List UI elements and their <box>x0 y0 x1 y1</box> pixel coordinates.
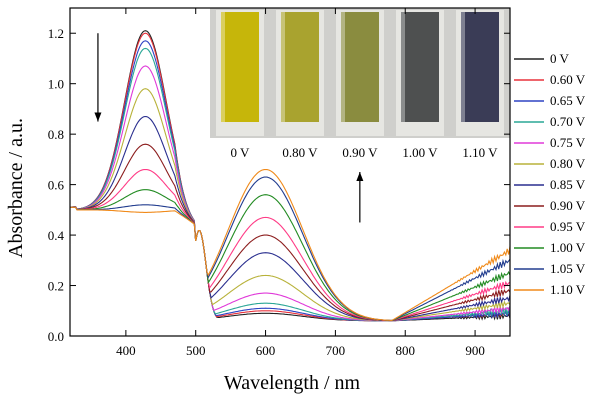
vial-glare <box>341 12 345 122</box>
legend-item <box>514 198 586 213</box>
legend-item <box>514 114 586 129</box>
x-tick-label: 600 <box>255 343 276 358</box>
vial-label: 1.10 V <box>462 145 498 160</box>
legend-label: 0.60 V <box>550 72 586 87</box>
vial-label: 0.80 V <box>282 145 318 160</box>
series-line <box>70 190 510 321</box>
vial-label: 1.00 V <box>402 145 438 160</box>
arrow-head <box>356 172 363 181</box>
x-tick-label: 400 <box>116 343 136 358</box>
legend-label: 0.70 V <box>550 114 586 129</box>
vial-liquid <box>401 12 439 122</box>
legend-item <box>514 93 586 108</box>
legend-item <box>514 72 586 87</box>
vial-label: 0.90 V <box>342 145 378 160</box>
legend-label: 1.00 V <box>550 240 586 255</box>
y-tick-label: 0.6 <box>47 177 64 193</box>
legend-label: 0 V <box>550 51 569 66</box>
y-tick-label: 0.8 <box>47 127 64 143</box>
legend-item <box>514 240 586 255</box>
legend-label: 0.95 V <box>550 219 586 234</box>
vial-glare <box>461 12 465 122</box>
y-axis-title: Absorbance / a.u. <box>5 118 27 258</box>
inset-photo <box>210 8 510 160</box>
x-tick-label: 900 <box>465 343 485 358</box>
vial-label: 0 V <box>230 145 250 160</box>
legend-label: 1.05 V <box>550 261 586 276</box>
legend-item <box>514 135 586 150</box>
legend-label: 0.65 V <box>550 93 586 108</box>
legend-label: 0.75 V <box>550 135 586 150</box>
legend <box>514 51 586 297</box>
arrow-head <box>94 113 101 122</box>
vial-liquid <box>461 12 499 122</box>
legend-item <box>514 219 586 234</box>
vial-liquid <box>281 12 319 122</box>
vial-liquid <box>221 12 259 122</box>
y-tick-label: 1.2 <box>47 26 64 42</box>
vial-glare <box>401 12 405 122</box>
legend-item <box>514 156 586 171</box>
vial-glare <box>281 12 285 122</box>
y-tick-label: 0.2 <box>47 278 64 294</box>
y-tick-label: 0.0 <box>47 329 64 344</box>
x-tick-label: 700 <box>325 343 346 358</box>
legend-item <box>514 261 586 276</box>
x-tick-label: 500 <box>185 343 206 358</box>
legend-label: 1.10 V <box>550 282 586 297</box>
x-tick-label: 800 <box>395 343 415 358</box>
y-tick-label: 0.4 <box>47 228 64 244</box>
legend-item <box>514 51 570 66</box>
legend-label: 0.85 V <box>550 177 586 192</box>
vial-glare <box>221 12 225 122</box>
y-tick-label: 1.0 <box>47 76 64 92</box>
legend-label: 0.80 V <box>550 156 586 171</box>
vial-liquid <box>341 12 379 122</box>
legend-item <box>514 177 586 192</box>
x-axis-title: Wavelength / nm <box>223 372 361 394</box>
legend-label: 0.90 V <box>550 198 586 213</box>
legend-item <box>514 282 586 297</box>
